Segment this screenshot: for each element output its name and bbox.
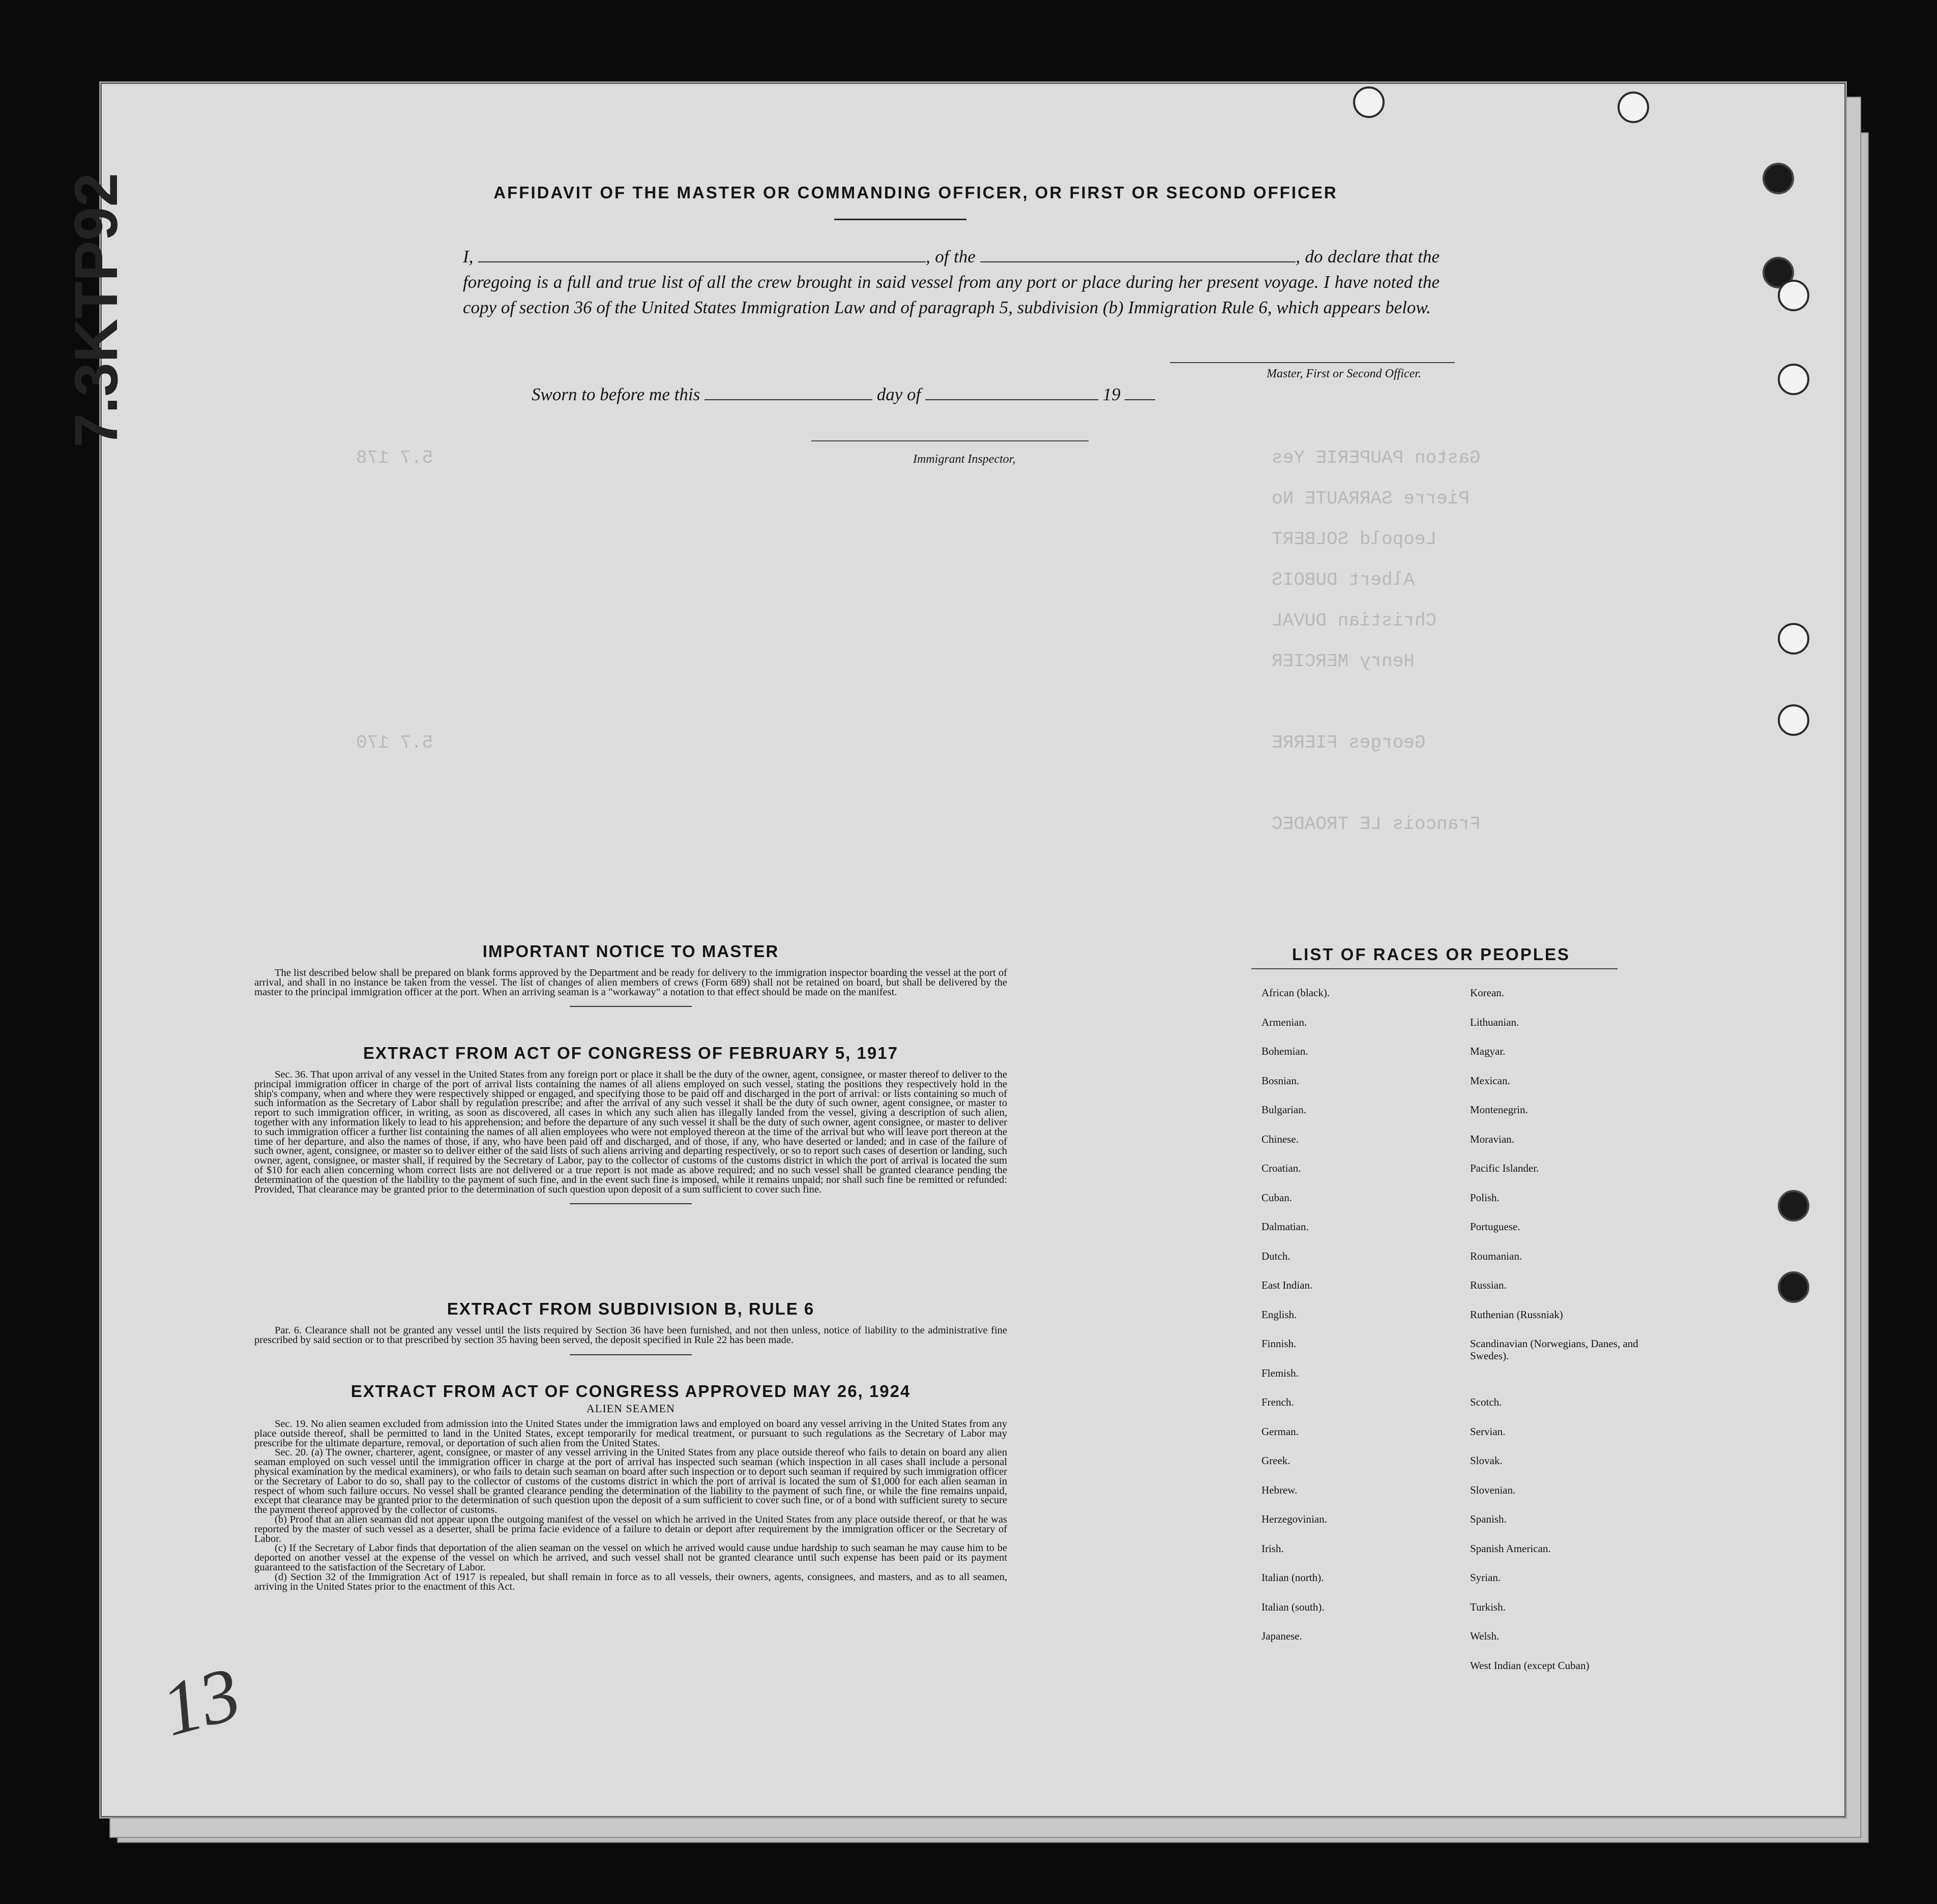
race-item: Armenian. [1261,1016,1307,1028]
race-item: Mexican. [1470,1074,1510,1087]
punch-hole [1763,163,1794,194]
act-1924-section [254,1382,1007,1591]
affidavit-text [463,244,1440,320]
sworn-year: 19 [1102,384,1121,404]
divider [570,1203,692,1204]
divider [570,1354,692,1355]
race-item: Servian. [1470,1425,1506,1438]
race-item: Japanese. [1261,1630,1302,1642]
act-1917-body [254,1070,1007,1194]
races-column-1 [1261,987,1330,1659]
bleed-through-text: Leopold SOLBERT [1272,529,1437,550]
race-item: Korean. [1470,987,1505,999]
race-item: Bohemian. [1261,1045,1308,1057]
race-item: Syrian. [1470,1571,1501,1584]
race-item: Herzegovinian. [1261,1513,1327,1525]
rule-6-body [254,1326,1007,1345]
vessel-blank[interactable] [980,246,1296,262]
race-item: Russian. [1470,1279,1507,1291]
race-item: East Indian. [1261,1279,1313,1291]
race-item: Magyar. [1470,1045,1506,1057]
name-blank[interactable] [478,246,926,262]
affidavit-do-declare: , do declare [1296,247,1381,266]
race-item: Finnish. [1261,1337,1297,1350]
act-1917-section [254,1044,1007,1204]
race-item: Slovenian. [1470,1483,1516,1496]
race-item: Spanish. [1470,1513,1507,1525]
race-item: French. [1261,1396,1294,1408]
inspector-label: Immigrant Inspector, [913,453,1016,466]
races-column-2 [1470,987,1663,1688]
divider [570,1006,692,1007]
master-signature-line[interactable] [1170,362,1455,363]
punch-hole [1353,86,1385,118]
race-item: Polish. [1470,1191,1500,1204]
race-item: Hebrew. [1261,1483,1298,1496]
act-1924-subtitle: ALIEN SEAMEN [586,1402,675,1415]
notice-title: IMPORTANT NOTICE TO MASTER [482,942,779,961]
race-item: Italian (south). [1261,1600,1325,1613]
punch-hole [1778,623,1809,654]
notice-paragraph: The list described below shall be prepared on blank forms approved by the Department and be ready for delivery to the immigration inspector boarding the vessel at the port of arrival, and shall in no instance be taken from the vessel. The list of changes of alien members of crews (Form 689) shall not be retained on board, but shall be delivered by the master to the principal immigration officer at the port. When an arriving seaman is a "workaway" a notation to that effect should be made on the manifest. [254,967,1007,998]
act-1917-title: EXTRACT FROM ACT OF CONGRESS OF FEBRUARY 5, 1917 [363,1044,898,1062]
punch-hole [1778,280,1809,311]
divider [834,219,966,220]
act-1924-body [254,1419,1007,1591]
race-item: Dalmatian. [1261,1221,1309,1233]
affidavit-i-label: I, [463,247,474,266]
bleed-through-text: Gaston PAUPERIE Yes [1272,448,1481,468]
race-item: Scandinavian (Norwegians, Danes, and Swedes). [1470,1337,1638,1362]
divider [1251,968,1618,969]
act-1917-paragraph: Sec. 36. That upon arrival of any vessel in the United States from any foreign port or place it shall be the duty of the owner, agent, consignee, or master thereof to deliver to the principal immigration officer in charge of the port of arrival lists containing the names of all aliens employed on such vessel, stating the positions they respectively hold in the ship's company, when and where they were respectively shipped or engaged, and specifying those to be paid off and discharged in the port of arrival: or lists containing so much of such information as the Secretary of Labor shall by regulation prescribe; and after the arrival of any such vessel it shall be the duty of such owner, agent consignee, or master to report to such immigration officer, in writing, as soon as discovered, all cases in which any such alien has illegally landed from the vessel, giving a description of such alien, together with any information likely to lead to his apprehension; and before the departure of any such vessel it shall be the duty of such owner, agent consignee, or master to deliver to such immigration officer a further list containing the names of all alien employees who were not employed thereon at the time of the arrival but who will leave port thereon at the time of her departure, and also the names of those, if any, who have been paid off and discharged, and of those, if any, who have deserted or landed; and in case of the failure of such owner, agent, consignee, or master so to deliver either of the said lists of such aliens arriving and departing respectively, or so to report such cases of desertion or landing, such owner, agent, consignee, or master shall, if required by the Secretary of Labor, pay to the collector of customs of the customs district in which the port of arrival is located the sum of $10 for each alien concerning whom correct lists are not delivered or a true report is not made as above required; and no such vessel shall be granted clearance pending the determination of the question of the liability to the payment of such fine, and in the event such fine is imposed, while it remains unpaid; nor shall such fine be remitted or refunded: Provided, That clearance may be granted prior to the determination of such question upon deposit of a sum sufficient to cover such fine. [254,1069,1007,1195]
act-1924-title: EXTRACT FROM ACT OF CONGRESS APPROVED MAY 26, 1924 [350,1382,911,1401]
bleed-through-text: Francois LE TROADEC [1272,814,1481,835]
race-item: Croatian. [1261,1162,1301,1174]
race-item: German. [1261,1425,1299,1438]
sworn-statement [532,384,1155,405]
race-item: Scotch. [1470,1396,1502,1408]
race-item: Roumanian. [1470,1250,1522,1262]
sworn-day-of: day of [876,384,921,404]
affidavit-statement: that the foregoing is a full and true list of all the crew brought in said vessel from any port or place during her present voyage. I have noted the copy of section 36 of the United States Immigration Law and of paragraph 5, subdivision (b) Immigration Rule 6, which appears below. [463,247,1440,317]
race-item: Italian (north). [1261,1571,1324,1584]
race-item: Flemish. [1261,1366,1299,1379]
race-item: Greek. [1261,1454,1290,1467]
margin-handwriting: 7.3KTP92 [62,172,130,448]
notice-section [254,942,1007,1007]
rule-6-section [254,1299,1007,1355]
race-item: Portuguese. [1470,1221,1520,1233]
inspector-signature-line[interactable] [811,440,1089,441]
bleed-through-text: 5.7 170 [356,732,433,753]
race-item: West Indian (except Cuban) [1470,1659,1590,1672]
handwritten-page-number: 13 [153,1651,249,1752]
act-1924-sec20d: (d) Section 32 of the Immigration Act of 1917 is repealed, but shall remain in force as to all vessels, their owners, agents, consignees, and masters, and as to all seamen, arriving in the United States prior to the enactment of this Act. [254,1571,1007,1592]
punch-hole [1618,92,1649,123]
master-signature-label: Master, First or Second Officer. [1267,367,1421,380]
sworn-prefix: Sworn to before me this [532,384,700,404]
sworn-day-blank[interactable] [705,384,872,400]
race-item: Lithuanian. [1470,1016,1519,1028]
bleed-through-text: 5.7 178 [356,448,433,468]
bleed-through-text: Georges FIERRE [1272,732,1426,753]
act-1924-sec20b: (b) Proof that an alien seaman did not appear upon the outgoing manifest of the vessel on which he arrived in the United States from any place outside thereof, or that he was reported by the master of such vessel as a deserter, shall be prima facie evidence of a failure to detain or deport after requirement by the immigration officer or the Secretary of Labor. [254,1513,1007,1544]
affidavit-of-the: , of the [925,247,976,266]
race-item: Bulgarian. [1261,1104,1307,1116]
bleed-through-text: Henry MERCIER [1272,651,1415,672]
race-item: Ruthenian (Russniak) [1470,1308,1563,1321]
race-item: Pacific Islander. [1470,1162,1539,1174]
race-item: Turkish. [1470,1600,1506,1613]
sworn-month-blank[interactable] [925,384,1098,400]
races-title: LIST OF RACES OR PEOPLES [1292,945,1570,964]
race-item: Montenegrin. [1470,1104,1528,1116]
rule-6-title: EXTRACT FROM SUBDIVISION B, RULE 6 [447,1299,815,1318]
punch-hole [1778,364,1809,395]
race-item: Dutch. [1261,1250,1290,1262]
race-item: Moravian. [1470,1133,1514,1145]
race-item: Slovak. [1470,1454,1503,1467]
bleed-through-text: Albert DUBOIS [1272,570,1415,590]
race-item: Spanish American. [1470,1542,1551,1555]
race-item: Irish. [1261,1542,1284,1555]
notice-body [254,968,1007,997]
race-item: Bosnian. [1261,1074,1300,1087]
sworn-year-blank[interactable] [1125,384,1155,400]
act-1924-sec19: Sec. 19. No alien seamen excluded from admission into the United States under the immigration laws and employed on board any vessel arriving in the United States from any place outside thereof, shall be permitted to land in the United States, except temporarily for medical treatment, or pursuant to such regulations as the Secretary of Labor may prescribe for the ultimate departure, removal, or deportation of such alien from the United States. [254,1418,1007,1449]
bleed-through-text: Christian DUVAL [1272,610,1437,631]
race-item: English. [1261,1308,1297,1321]
race-item: Chinese. [1261,1133,1299,1145]
act-1924-sec20c: (c) If the Secretary of Labor finds that deportation of the alien seaman on the vessel on which he arrived would cause undue hardship to such seaman he may cause him to be deported on another vessel at the expense of the vessel on which he arrived, and such vessel shall not be granted clearance until such expense has been paid or its payment guaranteed to the satisfaction of the Secretary of Labor. [254,1542,1007,1573]
bleed-through-text: Pierre SARRAUTE No [1272,488,1470,509]
affidavit-title: AFFIDAVIT OF THE MASTER OR COMMANDING OFFICER, OR FIRST OR SECOND OFFICER [493,183,1338,202]
punch-hole [1778,1271,1809,1303]
act-1924-sec20a: Sec. 20. (a) The owner, charterer, agent, consignee, or master of any vessel arriving in the United States from any place outside thereof who fails to detain on board any alien seaman employed on such vessel until the immigration officer in charge at the port of arrival has inspected such seaman (which inspection in all cases shall include a personal physical examination by the medical examiners), or who fails to detain such seaman on board after such inspection or to deport such seaman if required by such immigration officer or the Secretary of Labor to do so, shall pay to the collector of customs of the customs district in which the port of arrival is located the sum of $1,000 for each alien seaman in respect of whom such failure occurs. No vessel shall be granted clearance pending the determination of the liability to the payment of such fine, or while the fine remains unpaid, except that clearance may be granted prior to the determination of such question upon the deposit of a sum sufficient to cover such fine, or of a bond with sufficient surety to secure the payment thereof approved by the collector of customs. [254,1447,1007,1516]
race-item: Welsh. [1470,1630,1500,1642]
race-item: Cuban. [1261,1191,1293,1204]
punch-hole [1778,704,1809,736]
race-item: African (black). [1261,987,1330,999]
rule-6-paragraph: Par. 6. Clearance shall not be granted any vessel until the lists required by Section 36 have been furnished, and not then unless, notice of liability to the administrative fine prescribed by said section or to that prescribed by section 35 having been served, the deposit specified in Rule 22 has been made. [254,1325,1007,1346]
punch-hole [1778,1190,1809,1222]
